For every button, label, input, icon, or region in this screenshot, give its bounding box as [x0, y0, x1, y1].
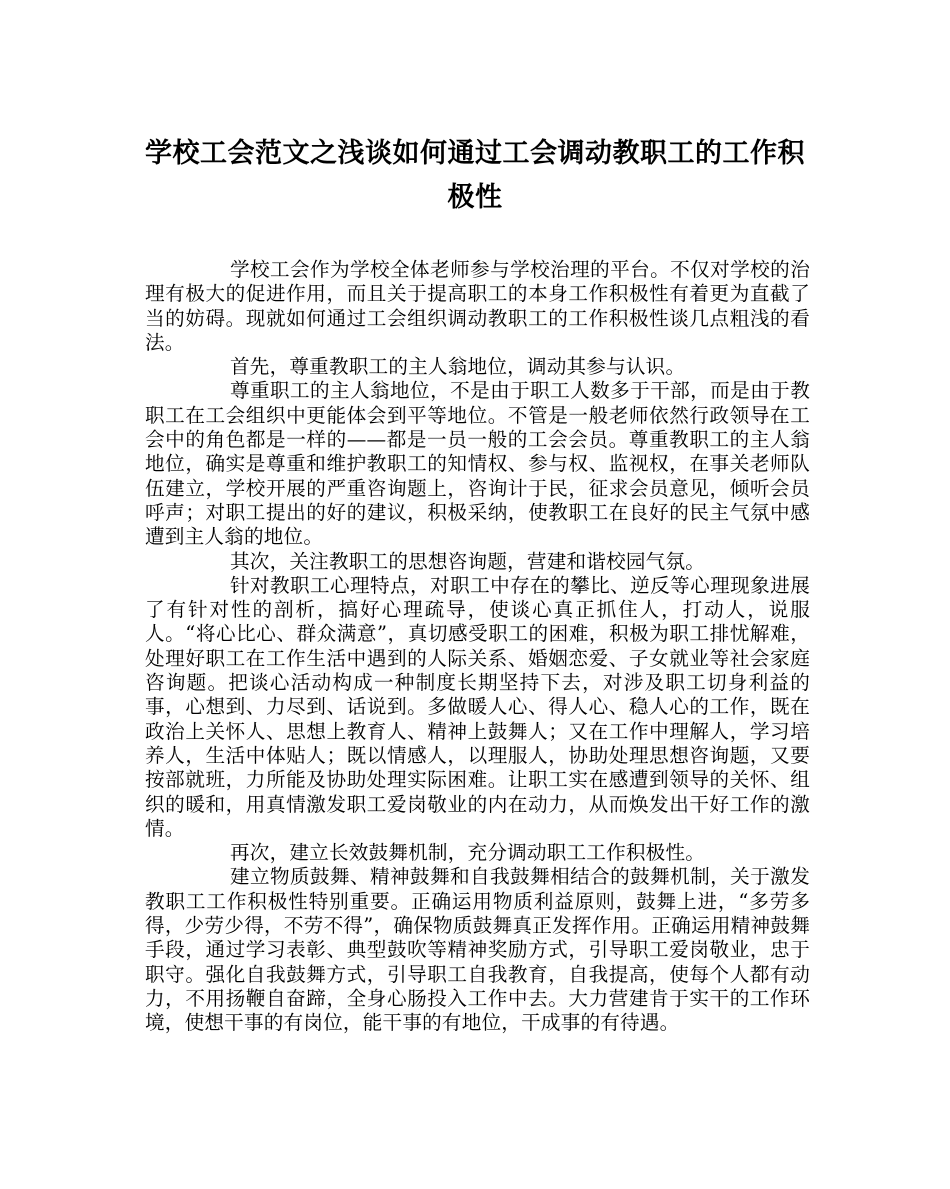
paragraph-first-body: 尊重职工的主人翁地位，不是由于职工人数多于干部，而是由于教职工在工会组织中更能体会到平等地位。不管是一般老师依然行政领导在工会中的角色都是一样的——都是一员一般的工会会员。尊重教职工的主人翁地位，确实是尊重和维护教职工的知情权、参与权、监视权，在事关老师队伍建立，学校开展的严重咨询题上，咨询计于民，征求会员意见，倾听会员呼声；对职工提出的好的建议，积极采纳，使教职工在良好的民主气氛中感遭到主人翁的地位。 [145, 379, 810, 549]
paragraph-heading-first: 首先，尊重教职工的主人翁地位，调动其参与认识。 [230, 355, 686, 379]
paragraph-third-body: 建立物质鼓舞、精神鼓舞和自我鼓舞相结合的鼓舞机制，关于激发教职工工作积极性特别重要。正确运用物质利益原则，鼓舞上进，“多劳多得，少劳少得，不劳不得”，确保物质鼓舞真正发挥作用。正确运用精神鼓舞手段，通过学习表彰、典型鼓吹等精神奖励方式，引导职工爱岗敬业，忠于职守。强化自我鼓舞方式，引导职工自我教育，自我提高，使每个人都有动力，不用扬鞭自奋蹄，全身心肠投入工作中去。大力营建肯于实干的工作环境，使想干事的有岗位，能干事的有地位，干成事的有待遇。 [145, 865, 810, 1035]
paragraph-intro: 学校工会作为学校全体老师参与学校治理的平台。不仅对学校的治理有极大的促进作用，而且关于提高职工的本身工作积极性有着更为直截了当的妨碍。现就如何通过工会组织调动教职工的工作积极性谈几点粗浅的看法。 [145, 258, 810, 354]
paragraph-heading-third: 再次，建立长效鼓舞机制，充分调动职工工作积极性。 [230, 841, 706, 865]
paragraph-heading-second: 其次，关注教职工的思想咨询题，营建和谐校园气氛。 [230, 549, 706, 573]
document-body [145, 258, 810, 1036]
paragraph-second-body: 针对教职工心理特点，对职工中存在的攀比、逆反等心理现象进展了有针对性的剖析，搞好心理疏导，使谈心真正抓住人，打动人，说服人。“将心比心、群众满意”，真切感受职工的困难，积极为职工排忧解难，处理好职工在工作生活中遇到的人际关系、婚姻恋爱、子女就业等社会家庭咨询题。把谈心活动构成一种制度长期坚持下去，对涉及职工切身利益的事，心想到、力尽到、话说到。多做暖人心、得人心、稳人心的工作，既在政治上关怀人、思想上教育人、精神上鼓舞人；又在工作中理解人，学习培养人，生活中体贴人；既以情感人，以理服人，协助处理思想咨询题，又要按部就班，力所能及协助处理实际困难。让职工实在感遭到领导的关怀、组织的暖和，用真情激发职工爱岗敬业的内在动力，从而焕发出干好工作的激情。 [145, 573, 810, 840]
document-title: 学校工会范文之浅谈如何通过工会调动教职工的工作积极性 [145, 138, 805, 213]
